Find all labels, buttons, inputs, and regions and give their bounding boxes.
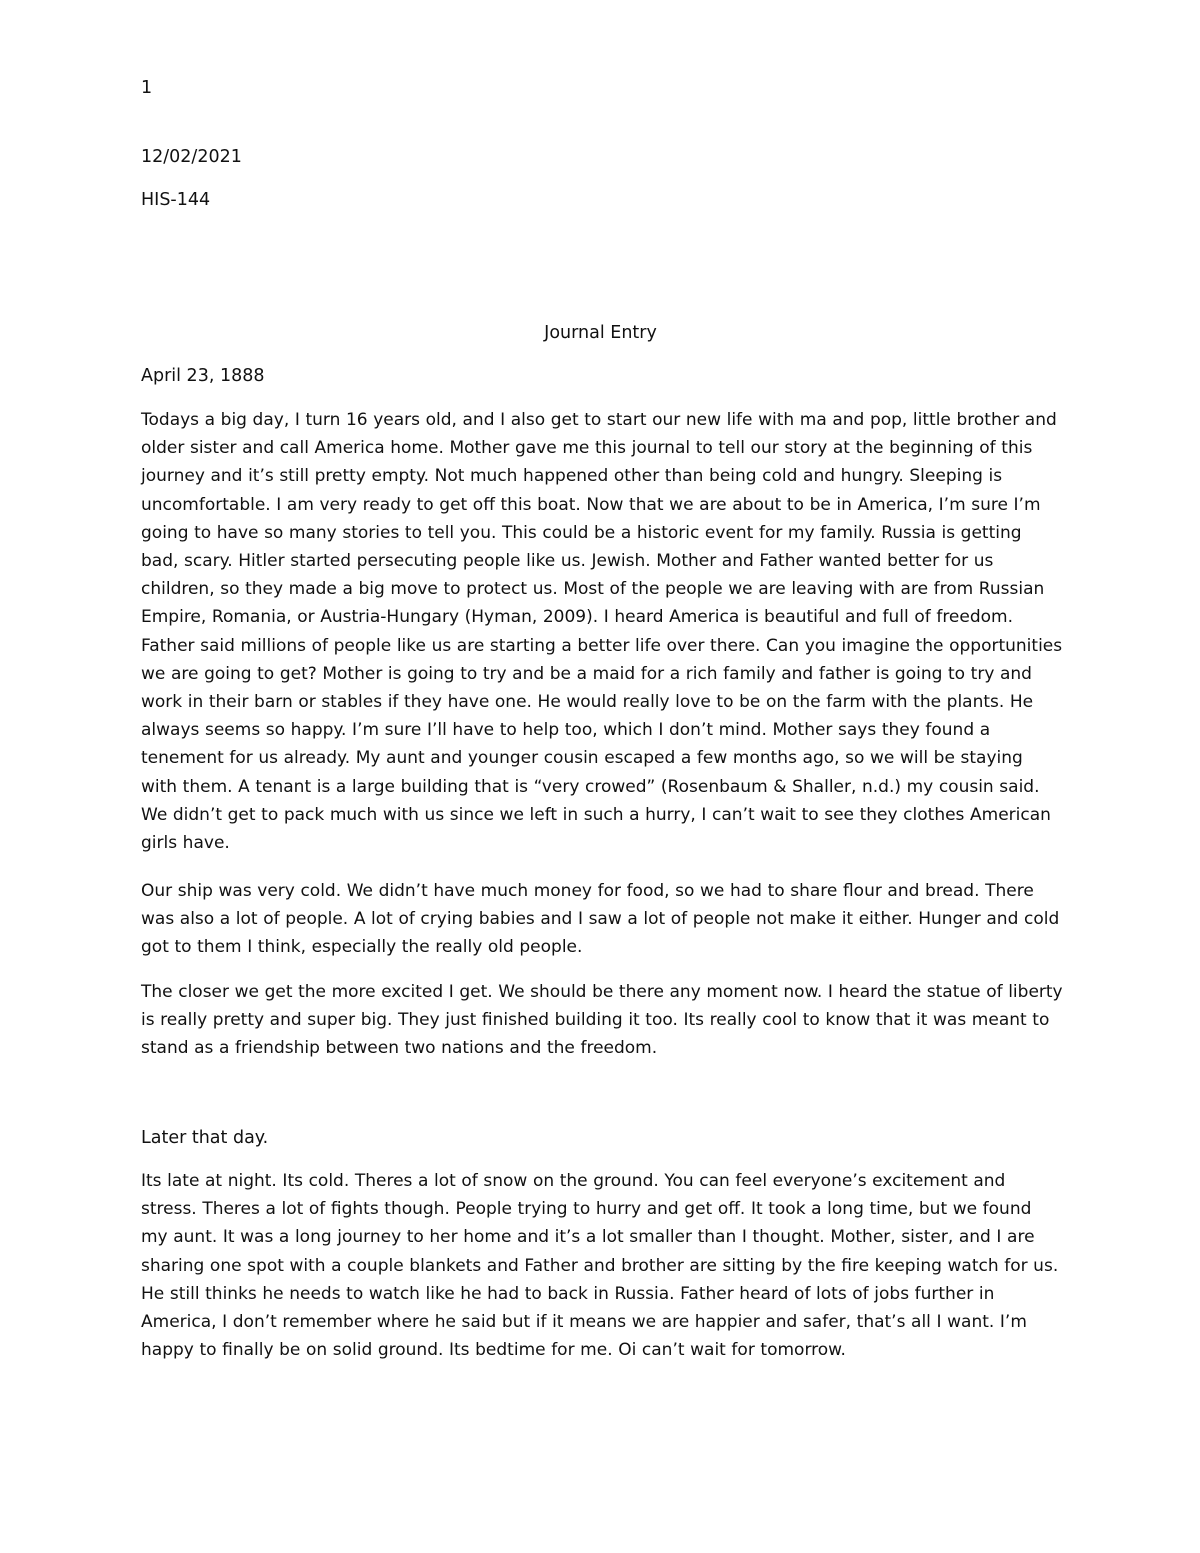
later-paragraph: Its late at night. Its cold. Theres a lot of snow on the ground. You can feel everyone’s excitement and stress. Theres a lot of fights though. People trying to hurry and get off. It took a long time, but we found my aunt. It was a long journey to her home and it’s a lot smaller than I thought. Mother, sister, and I are sharing one spot with a couple blankets and Father and brother are sitting by the fire keeping watch for us. He still thinks he needs to watch like he had to back in Russia. Father heard of lots of jobs further in America, I don’t remember where he said but if it means we are happier and safer, that’s all I want. I’m happy to finally be on solid ground. Its bedtime for me. Oi can’t wait for tomorrow. <box>141 1171 1059 1361</box>
body-paragraph-3: The closer we get the more excited I get. We should be there any moment now. I heard the statue of liberty is really pretty and super big. They just finished building it too. Its really cool to know that it was meant to stand as a friendship between two nations and the freedom. <box>141 982 1063 1059</box>
document-title: Journal Entry <box>544 323 657 343</box>
page-number: 1 <box>141 78 153 98</box>
body-paragraph-1: Todays a big day, I turn 16 years old, and I also get to start our new life with ma and pop, little brother and older sister and call America home. Mother gave me this journal to tell our story at the beginning of this journey and it’s still pretty empty. Not much happened other than being cold and hungry. Sleeping is uncomfortable. I am very ready to get off this boat. Now that we are about to be in America, I’m sure I’m going to have so many stories to tell you. This could be a historic event for my family. Russia is getting bad, scary. Hitler started persecuting people like us. Jewish. Mother and Father wanted better for us children, so they made a big move to protect us. Most of the people we are leaving with are from Russian Empire, Romania, or Austria-Hungary (Hyman, 2009). I heard America is beautiful and full of freedom. Father said millions of people like us are starting a better life over there. Can you imagine the opportunities we are going to get? Mother is going to try and be a maid for a rich family and father is going to try and work in their barn or stables if they have one. He would really love to be on the farm with the plants. He always seems so happy. I’m sure I’ll have to help too, which I don’t mind. Mother says they found a tenement for us already. My aunt and younger cousin escaped a few months ago, so we will be staying with them. A tenant is a large building that is “very crowed” (Rosenbaum & Shaller, n.d.) my cousin said. We didn’t get to pack much with us since we left in such a hurry, I can’t wait to see they clothes American girls have. <box>141 410 1063 854</box>
body-paragraph-2: Our ship was very cold. We didn’t have much money for food, so we had to share flour and bread. There was also a lot of people. A lot of crying babies and I saw a lot of people not make it either. Hunger and cold got to them I think, especially the really old people. <box>141 881 1060 958</box>
later-heading: Later that day. <box>141 1128 269 1148</box>
entry-date: April 23, 1888 <box>141 366 265 386</box>
course-code: HIS-144 <box>141 190 211 210</box>
header-date: 12/02/2021 <box>141 147 242 167</box>
